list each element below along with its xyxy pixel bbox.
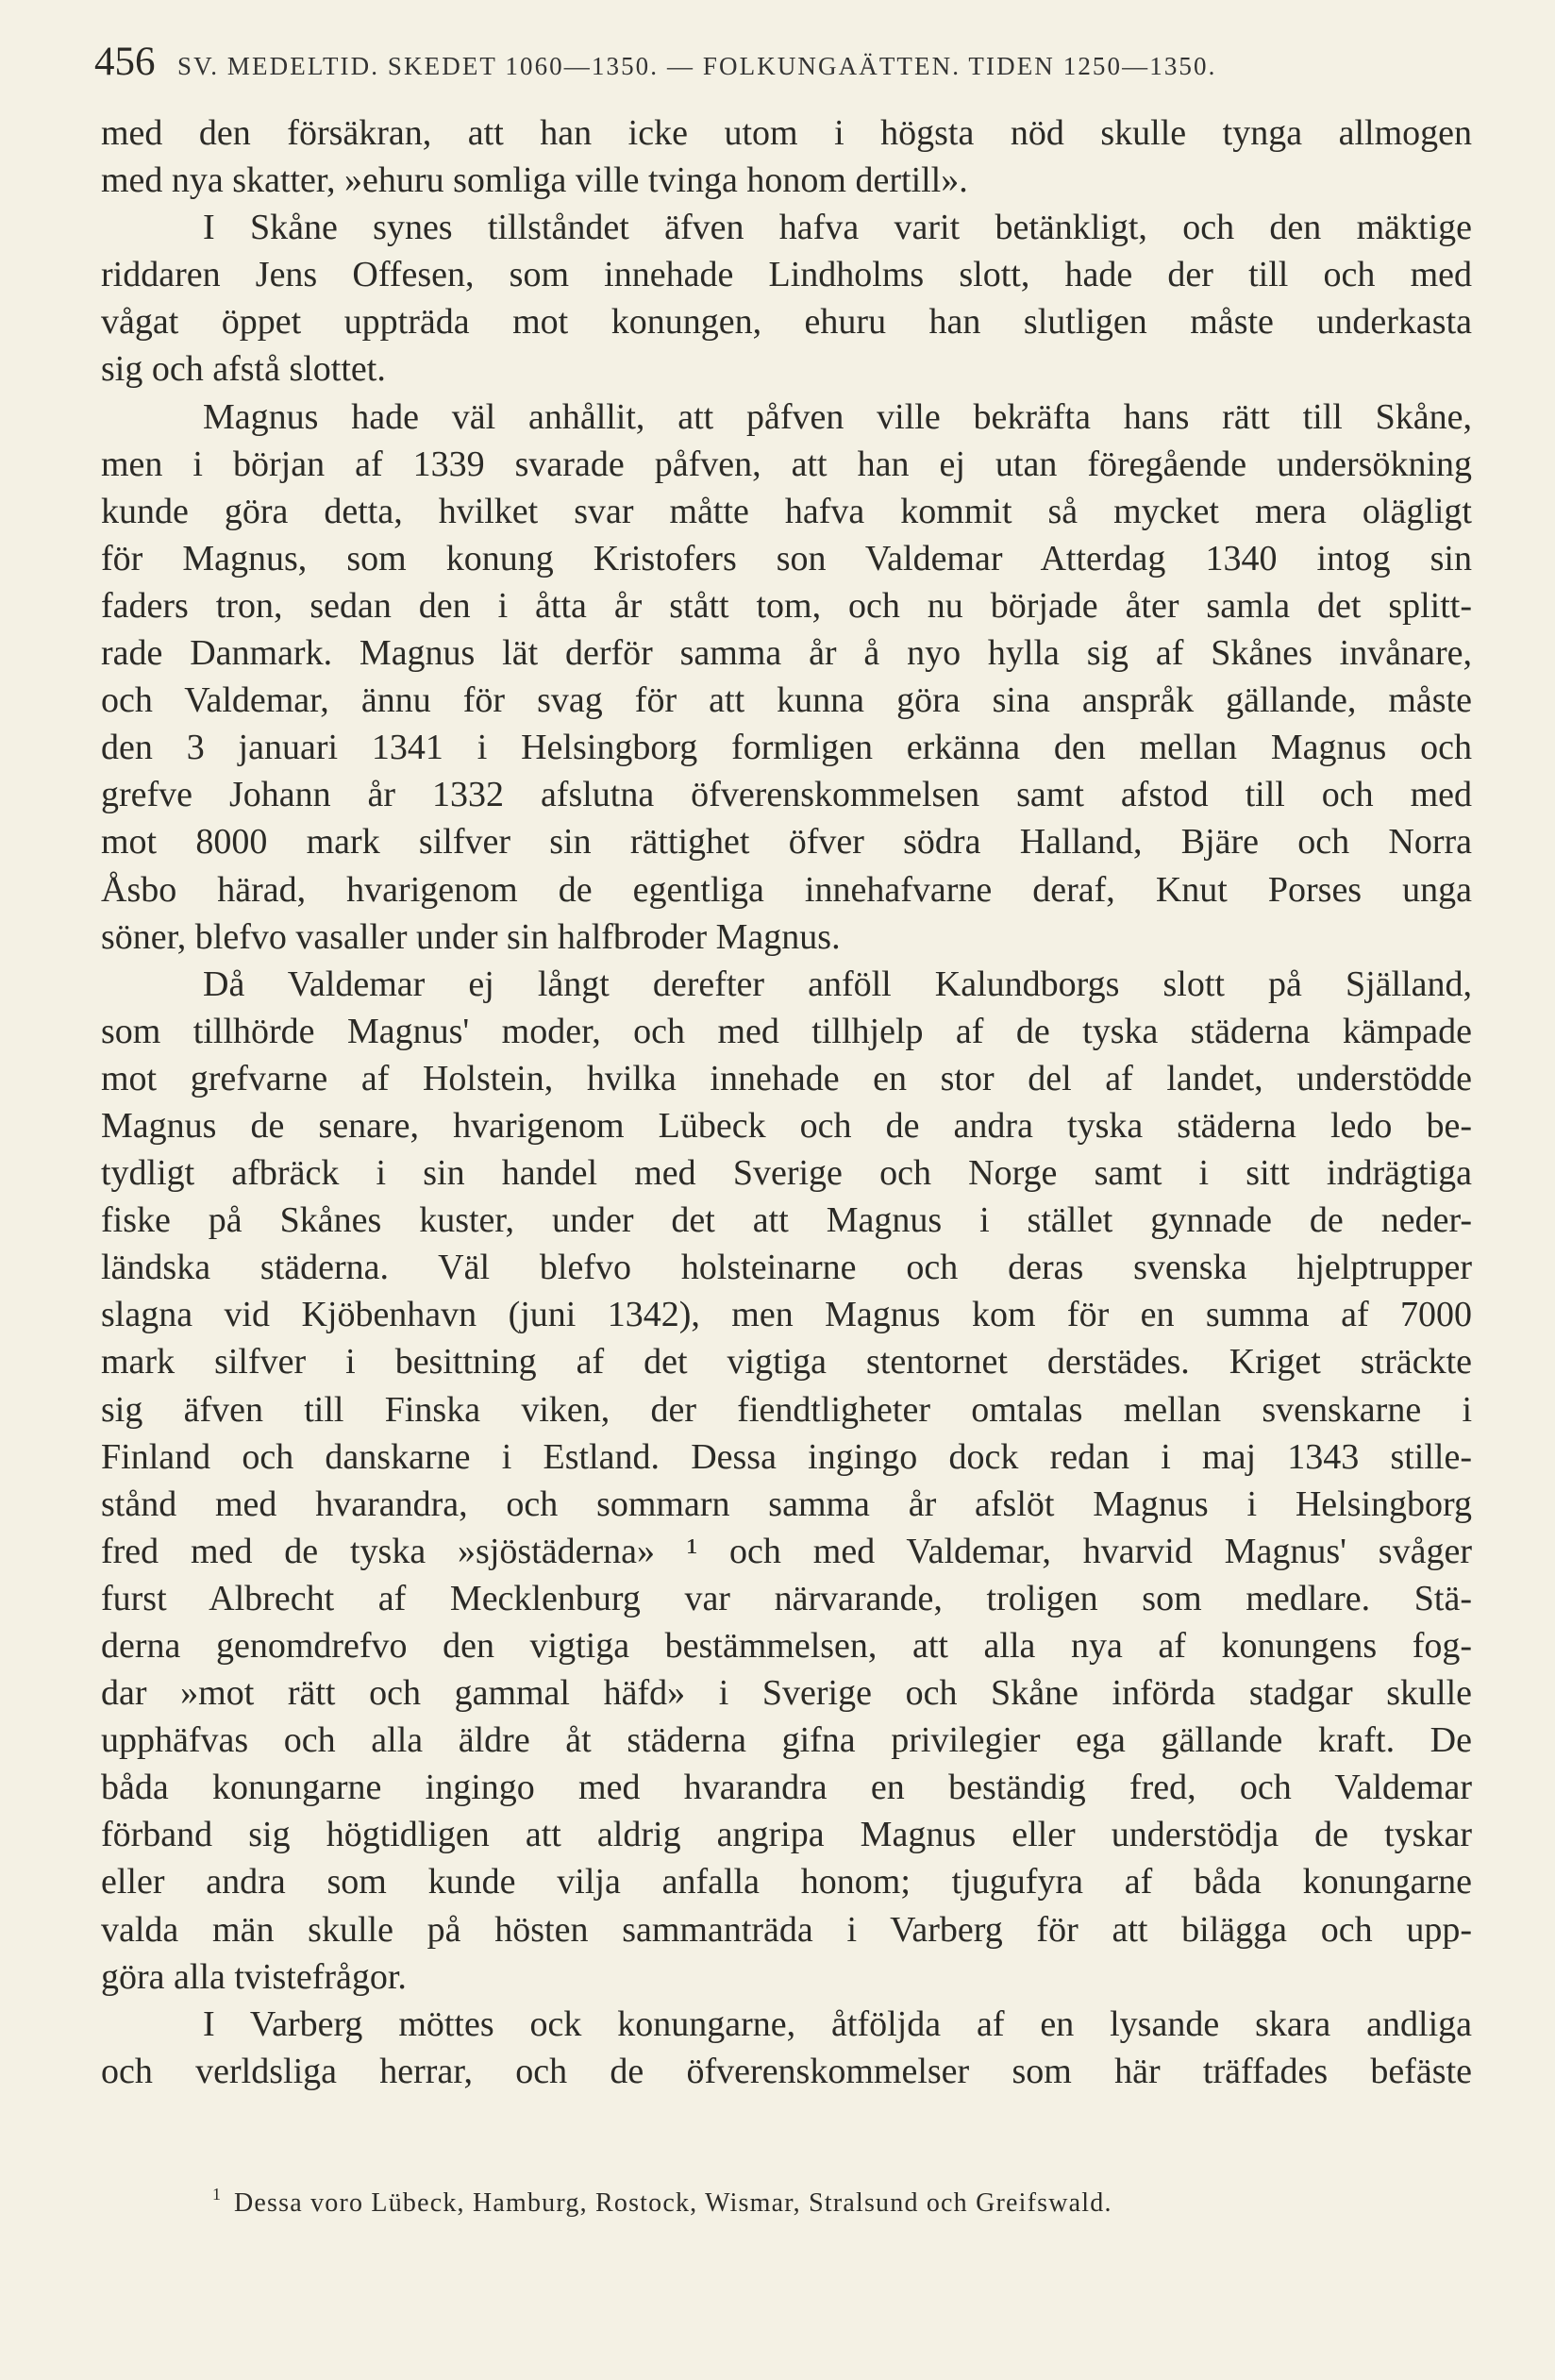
text-line: derna genomdrefvo den vigtiga bestämmelsen, att alla nya af konungens fog-: [101, 1626, 1472, 1666]
text-line: mot 8000 mark silfver sin rättighet öfver södra Halland, Bjäre och Norra: [101, 822, 1472, 863]
text-line: furst Albrecht af Mecklenburg var närvarande, troligen som medlare. Stä-: [101, 1578, 1472, 1618]
text-line: sig och afstå slottet.: [101, 349, 386, 390]
text-line: grefve Johann år 1332 afslutna öfverenskommelsen samt afstod till och med: [101, 775, 1472, 815]
text-line: Åsbo härad, hvarigenom de egentliga innehafvarne deraf, Knut Porses unga: [101, 869, 1472, 910]
text-line: men i början af 1339 svarade påfven, att han ej utan föregående undersökning: [101, 444, 1472, 484]
text-line: båda konungarne ingingo med hvarandra en beständig fred, och Valdemar: [101, 1768, 1472, 1808]
text-line: upphäfvas och alla äldre åt städerna gifna privilegier ega gällande kraft. De: [101, 1720, 1472, 1761]
text-line: stånd med hvarandra, och sommarn samma år afslöt Magnus i Helsingborg: [101, 1483, 1472, 1524]
body-text: [101, 109, 1472, 2095]
text-line: med den försäkran, att han icke utom i högsta nöd skulle tynga allmogen: [101, 113, 1472, 153]
paragraph-start-line: I Skåne synes tillståndet äfven hafva varit betänkligt, och den mäktige: [203, 208, 1472, 248]
text-line: ländska städerna. Väl blefvo holsteinarne och deras svenska hjelptrupper: [101, 1248, 1472, 1288]
text-line: riddaren Jens Offesen, som innehade Lindholms slott, hade der till och med: [101, 255, 1472, 295]
text-line: vågat öppet uppträda mot konungen, ehuru han slutligen måste underkasta: [101, 302, 1472, 343]
running-head: SV. MEDELTID. SKEDET 1060—1350. — FOLKUNGAÄTTEN. TIDEN 1250—1350.: [177, 52, 1217, 80]
text-line: dar »mot rätt och gammal häfd» i Sverige och Skåne införda stadgar skulle: [101, 1673, 1472, 1714]
page-header: [94, 34, 1481, 91]
text-line: göra alla tvistefrågor.: [101, 1956, 407, 1997]
text-line: kunde göra detta, hvilket svar måtte hafva kommit så mycket mera olägligt: [101, 491, 1472, 531]
text-line: fiske på Skånes kuster, under det att Magnus i stället gynnade de neder-: [101, 1200, 1472, 1241]
text-line: söner, blefvo vasaller under sin halfbroder Magnus.: [101, 916, 841, 957]
text-line: för Magnus, som konung Kristofers son Valdemar Atterdag 1340 intog sin: [101, 538, 1472, 578]
text-line: mot grefvarne af Holstein, hvilka innehade en stor del af landet, understödde: [101, 1058, 1472, 1098]
text-line: eller andra som kunde vilja anfalla honom; tjugufyra af båda konungarne: [101, 1862, 1472, 1902]
text-line: och verldsliga herrar, och de öfverenskommelser som här träffades befäste: [101, 2051, 1472, 2091]
paragraph-start-line: Magnus hade väl anhållit, att påfven ville bekräfta hans rätt till Skåne,: [203, 396, 1472, 437]
text-line: förband sig högtidligen att aldrig angripa Magnus eller understödja de tyskar: [101, 1815, 1472, 1855]
text-line: slagna vid Kjöbenhavn (juni 1342), men Magnus kom för en summa af 7000: [101, 1295, 1472, 1335]
footnote-marker: 1: [212, 2185, 221, 2204]
text-line: faders tron, sedan den i åtta år stått tom, och nu började åter samla det splitt-: [101, 585, 1472, 626]
footnote-text: Dessa voro Lübeck, Hamburg, Rostock, Wismar, Stralsund och Greifswald.: [234, 2188, 1112, 2218]
page-number: 456: [94, 40, 156, 84]
text-line: och Valdemar, ännu för svag för att kunna göra sina anspråk gällande, måste: [101, 680, 1472, 721]
text-line: sig äfven till Finska viken, der fiendtligheter omtalas mellan svenskarne i: [101, 1389, 1472, 1430]
text-line: mark silfver i besittning af det vigtiga stentornet derstädes. Kriget sträckte: [101, 1342, 1472, 1383]
text-line: den 3 januari 1341 i Helsingborg formligen erkänna den mellan Magnus och: [101, 728, 1472, 768]
text-line: Magnus de senare, hvarigenom Lübeck och de andra tyska städerna ledo be-: [101, 1105, 1472, 1146]
paragraph-start-line: Då Valdemar ej långt derefter anföll Kalundborgs slott på Själland,: [203, 964, 1472, 1004]
text-line: fred med de tyska »sjöstäderna» ¹ och med Valdemar, hvarvid Magnus' svåger: [101, 1531, 1472, 1571]
paragraph-start-line: I Varberg möttes ock konungarne, åtföljda af en lysande skara andliga: [203, 2003, 1472, 2044]
text-line: med nya skatter, »ehuru somliga ville tvinga honom dertill».: [101, 160, 968, 201]
text-line: valda män skulle på hösten sammanträda i Varberg för att bilägga och upp-: [101, 1909, 1472, 1950]
text-line: Finland och danskarne i Estland. Dessa ingingo dock redan i maj 1343 stille-: [101, 1436, 1472, 1477]
text-line: rade Danmark. Magnus lät derför samma år å nyo hylla sig af Skånes invånare,: [101, 633, 1472, 674]
footnote: [212, 2175, 1112, 2222]
text-line: som tillhörde Magnus' moder, och med tillhjelp af de tyska städerna kämpade: [101, 1011, 1472, 1051]
text-line: tydligt afbräck i sin handel med Sverige och Norge samt i sitt indrägtiga: [101, 1153, 1472, 1194]
